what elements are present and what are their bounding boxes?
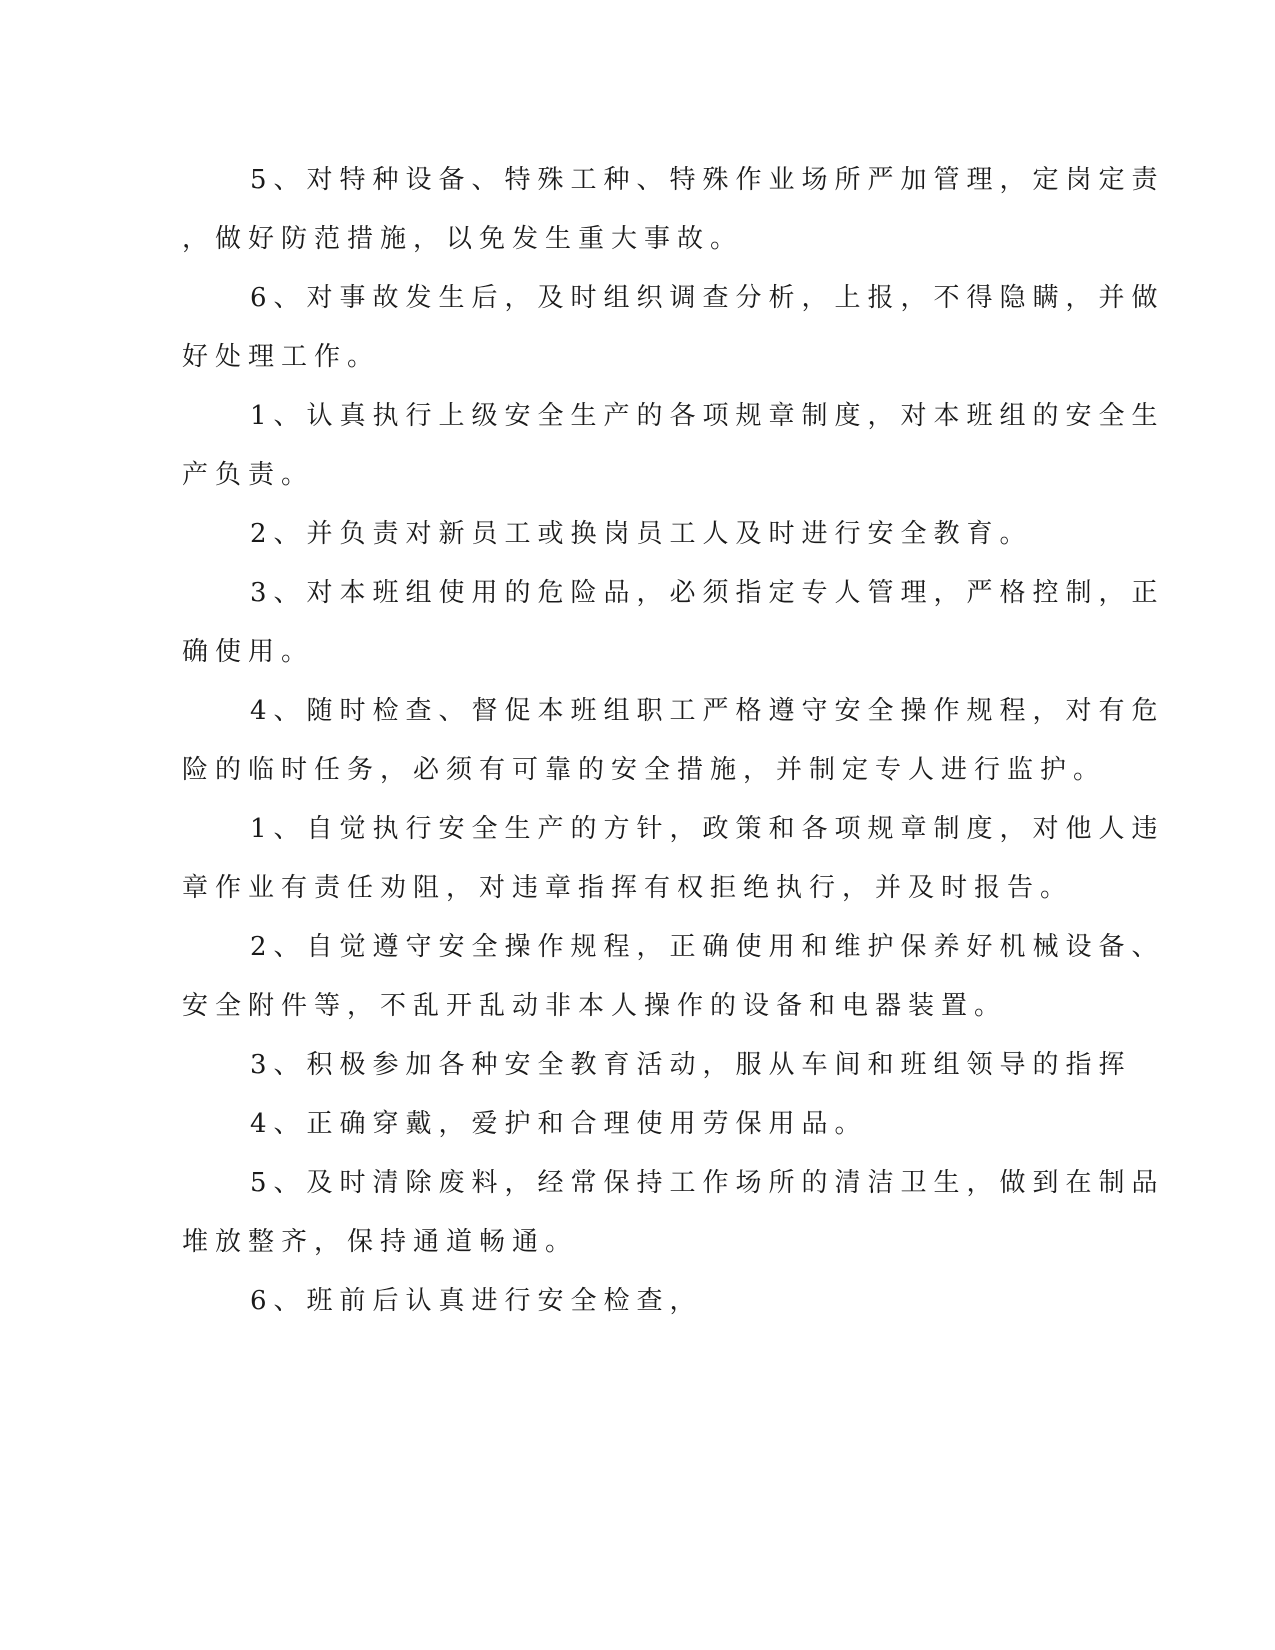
paragraph-line: 堆放整齐，保持通道畅通。	[182, 1227, 579, 1257]
paragraph-line: 1、认真执行上级安全生产的各项规章制度，对本班组的安全生	[250, 401, 1165, 431]
paragraph-line: 6、对事故发生后，及时组织调查分析，上报，不得隐瞒，并做	[250, 283, 1165, 313]
paragraph-line: 确使用。	[182, 637, 315, 667]
paragraph-line: ，做好防范措施，以免发生重大事故。	[182, 224, 744, 254]
paragraph-line: 险的临时任务，必须有可靠的安全措施，并制定专人进行监护。	[182, 755, 1107, 785]
paragraph-line: 2、自觉遵守安全操作规程，正确使用和维护保养好机械设备、	[250, 932, 1165, 962]
paragraph-line: 2、并负责对新员工或换岗员工人及时进行安全教育。	[250, 519, 1033, 549]
paragraph-line: 4、随时检查、督促本班组职工严格遵守安全操作规程，对有危	[250, 696, 1165, 726]
paragraph-line: 产负责。	[182, 460, 315, 490]
paragraph-line: 章作业有责任劝阻，对违章指挥有权拒绝执行，并及时报告。	[182, 873, 1074, 903]
paragraph-line: 5、对特种设备、特殊工种、特殊作业场所严加管理，定岗定责	[250, 165, 1165, 195]
paragraph-line: 1、自觉执行安全生产的方针，政策和各项规章制度，对他人违	[250, 814, 1165, 844]
paragraph-line: 安全附件等，不乱开乱动非本人操作的设备和电器装置。	[182, 991, 1008, 1021]
paragraph-line: 3、对本班组使用的危险品，必须指定专人管理，严格控制，正	[250, 578, 1165, 608]
paragraph-line: 5、及时清除废料，经常保持工作场所的清洁卫生，做到在制品	[250, 1168, 1165, 1198]
paragraph-line: 3、积极参加各种安全教育活动，服从车间和班组领导的指挥	[250, 1050, 1132, 1080]
paragraph-line: 好处理工作。	[182, 342, 381, 372]
paragraph-line: 6、班前后认真进行安全检查，	[250, 1286, 703, 1316]
paragraph-line: 4、正确穿戴，爱护和合理使用劳保用品。	[250, 1109, 868, 1139]
